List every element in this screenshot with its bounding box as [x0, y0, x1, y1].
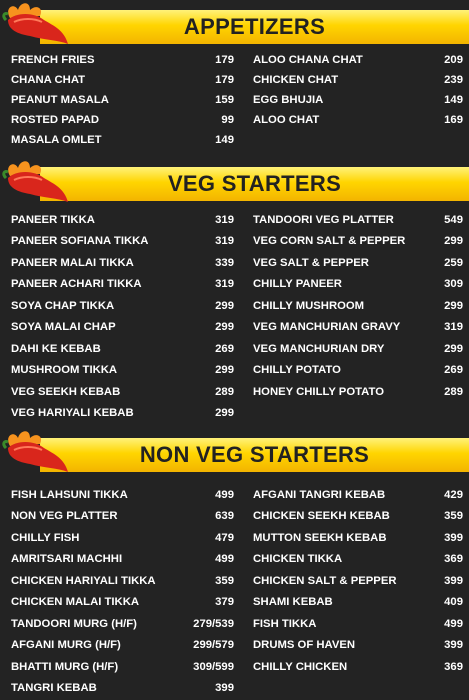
menu-item [11, 403, 234, 425]
item-price: 169 [444, 114, 463, 126]
item-name: NON VEG PLATTER [11, 510, 118, 523]
item-name: HONEY CHILLY POTATO [253, 385, 384, 398]
item-name: CHILLY MUSHROOM [253, 299, 365, 312]
menu-item [253, 570, 463, 592]
menu-item [11, 592, 234, 614]
item-price: 429 [444, 488, 463, 501]
item-name: AMRITSARI MACHHI [11, 553, 123, 566]
menu-item [11, 360, 234, 382]
menu-item [11, 50, 234, 70]
menu-item [253, 613, 463, 635]
item-name: AFGANI MURG (H/F) [11, 639, 121, 652]
item-name: CHILLY CHICKEN [253, 660, 348, 673]
menu-item [253, 110, 463, 130]
item-name: VEG HARIYALI KEBAB [11, 407, 134, 420]
section-non-veg-starters [0, 430, 469, 700]
item-price: 309 [444, 278, 463, 291]
item-name: FRENCH FRIES [11, 54, 95, 66]
item-price: 399 [444, 531, 463, 544]
item-name: DRUMS OF HAVEN [253, 639, 356, 652]
item-price: 319 [215, 278, 234, 291]
section-banner [40, 438, 469, 472]
chili-pepper-icon [0, 158, 70, 212]
item-name: BHATTI MURG (H/F) [11, 660, 119, 673]
menu-item [11, 130, 234, 150]
item-price: 279/539 [193, 617, 234, 630]
menu-item [253, 527, 463, 549]
menu-item [11, 252, 234, 274]
item-price: 299 [444, 299, 463, 312]
menu-item [253, 317, 463, 339]
item-name: CHICKEN MALAI TIKKA [11, 596, 140, 609]
item-price: 479 [215, 531, 234, 544]
item-name: CHANA CHAT [11, 74, 86, 86]
item-name: ALOO CHAT [253, 114, 320, 126]
menu-item [253, 231, 463, 253]
item-name: CHICKEN SEEKH KEBAB [253, 510, 390, 523]
item-name: CHICKEN HARIYALI TIKKA [11, 574, 156, 587]
menu-item [11, 506, 234, 528]
menu-item [253, 592, 463, 614]
item-price: 339 [215, 256, 234, 269]
section-banner [40, 10, 469, 44]
item-name: MUTTON SEEKH KEBAB [253, 531, 387, 544]
menu-item [253, 506, 463, 528]
menu-item [11, 317, 234, 339]
menu-item [11, 90, 234, 110]
item-price: 299 [215, 321, 234, 334]
item-name: TANDOORI MURG (H/F) [11, 617, 137, 630]
item-name: CHICKEN CHAT [253, 74, 339, 86]
item-price: 269 [444, 364, 463, 377]
item-name: FISH TIKKA [253, 617, 317, 630]
menu-item [11, 338, 234, 360]
menu-item [11, 549, 234, 571]
item-name: SHAMI KEBAB [253, 596, 333, 609]
menu-item [11, 231, 234, 253]
menu-item [253, 70, 463, 90]
item-price: 299 [215, 407, 234, 420]
item-price: 409 [444, 596, 463, 609]
menu-item [11, 656, 234, 678]
menu-item [11, 295, 234, 317]
item-name: EGG BHUJIA [253, 94, 324, 106]
chili-pepper-icon [0, 0, 70, 54]
item-name: ALOO CHANA CHAT [253, 54, 363, 66]
item-name: CHICKEN SALT & PEPPER [253, 574, 397, 587]
menu-column-right [253, 50, 463, 130]
item-name: FISH LAHSUNI TIKKA [11, 488, 128, 501]
menu-item [11, 484, 234, 506]
item-price: 299 [215, 364, 234, 377]
item-price: 299 [444, 342, 463, 355]
item-price: 379 [215, 596, 234, 609]
item-price: 289 [215, 385, 234, 398]
menu-item [253, 90, 463, 110]
menu-column-left [11, 484, 234, 699]
item-price: 179 [215, 74, 234, 86]
menu-item [11, 678, 234, 700]
menu-item [253, 209, 463, 231]
item-price: 499 [444, 617, 463, 630]
item-name: AFGANI TANGRI KEBAB [253, 488, 386, 501]
item-price: 259 [444, 256, 463, 269]
item-price: 369 [444, 553, 463, 566]
menu-item [253, 274, 463, 296]
item-name: VEG MANCHURIAN DRY [253, 342, 385, 355]
menu-column-left [11, 209, 234, 424]
item-name: DAHI KE KEBAB [11, 342, 101, 355]
item-name: VEG SEEKH KEBAB [11, 385, 121, 398]
item-price: 369 [444, 660, 463, 673]
item-name: ROSTED PAPAD [11, 114, 100, 126]
menu-item [11, 527, 234, 549]
item-price: 319 [215, 213, 234, 226]
item-name: VEG MANCHURIAN GRAVY [253, 321, 401, 334]
menu-item [253, 549, 463, 571]
item-price: 179 [215, 54, 234, 66]
item-price: 499 [215, 488, 234, 501]
item-price: 299 [444, 235, 463, 248]
item-price: 99 [221, 114, 234, 126]
item-name: CHICKEN TIKKA [253, 553, 343, 566]
menu-item [253, 656, 463, 678]
item-price: 359 [444, 510, 463, 523]
menu-item [11, 110, 234, 130]
section-title: NON VEG STARTERS [139, 442, 370, 467]
menu-item [11, 613, 234, 635]
menu-item [11, 70, 234, 90]
item-price: 399 [444, 574, 463, 587]
item-price: 269 [215, 342, 234, 355]
item-name: PANEER MALAI TIKKA [11, 256, 134, 269]
item-name: PANEER ACHARI TIKKA [11, 278, 142, 291]
item-name: SOYA MALAI CHAP [11, 321, 116, 334]
menu-item [253, 50, 463, 70]
menu-item [253, 295, 463, 317]
item-price: 149 [444, 94, 463, 106]
item-price: 239 [444, 74, 463, 86]
menu-item [253, 338, 463, 360]
menu-item [253, 360, 463, 382]
item-name: TANDOORI VEG PLATTER [253, 213, 394, 226]
item-price: 299/579 [193, 639, 234, 652]
section-banner [40, 167, 469, 201]
item-name: PANEER TIKKA [11, 213, 95, 226]
menu-item [253, 635, 463, 657]
item-price: 499 [215, 553, 234, 566]
menu-column-left [11, 50, 234, 150]
item-name: CHILLY FISH [11, 531, 80, 544]
menu-column-right [253, 209, 463, 403]
item-name: SOYA CHAP TIKKA [11, 299, 115, 312]
item-name: CHILLY POTATO [253, 364, 341, 377]
item-price: 549 [444, 213, 463, 226]
item-price: 299 [215, 299, 234, 312]
item-price: 319 [215, 235, 234, 248]
item-name: PANEER SOFIANA TIKKA [11, 235, 149, 248]
menu-item [253, 484, 463, 506]
chili-pepper-icon [0, 428, 70, 482]
item-price: 159 [215, 94, 234, 106]
menu-item [11, 209, 234, 231]
item-price: 309/599 [193, 660, 234, 673]
menu-item [11, 274, 234, 296]
section-appetizers [0, 0, 469, 160]
item-name: PEANUT MASALA [11, 94, 109, 106]
menu-item [253, 252, 463, 274]
item-name: MASALA OMLET [11, 134, 102, 146]
menu-item [253, 381, 463, 403]
section-title: APPETIZERS [183, 14, 326, 39]
item-price: 639 [215, 510, 234, 523]
item-name: VEG SALT & PEPPER [253, 256, 369, 269]
menu-item [11, 381, 234, 403]
item-price: 399 [444, 639, 463, 652]
section-title: VEG STARTERS [167, 171, 342, 196]
item-price: 209 [444, 54, 463, 66]
menu-item [11, 635, 234, 657]
item-price: 319 [444, 321, 463, 334]
item-price: 359 [215, 574, 234, 587]
menu-column-right [253, 484, 463, 678]
item-name: CHILLY PANEER [253, 278, 342, 291]
item-name: VEG CORN SALT & PEPPER [253, 235, 406, 248]
item-price: 399 [215, 682, 234, 695]
section-veg-starters [0, 160, 469, 430]
item-price: 289 [444, 385, 463, 398]
item-name: TANGRI KEBAB [11, 682, 97, 695]
item-name: MUSHROOM TIKKA [11, 364, 118, 377]
item-price: 149 [215, 134, 234, 146]
menu-item [11, 570, 234, 592]
